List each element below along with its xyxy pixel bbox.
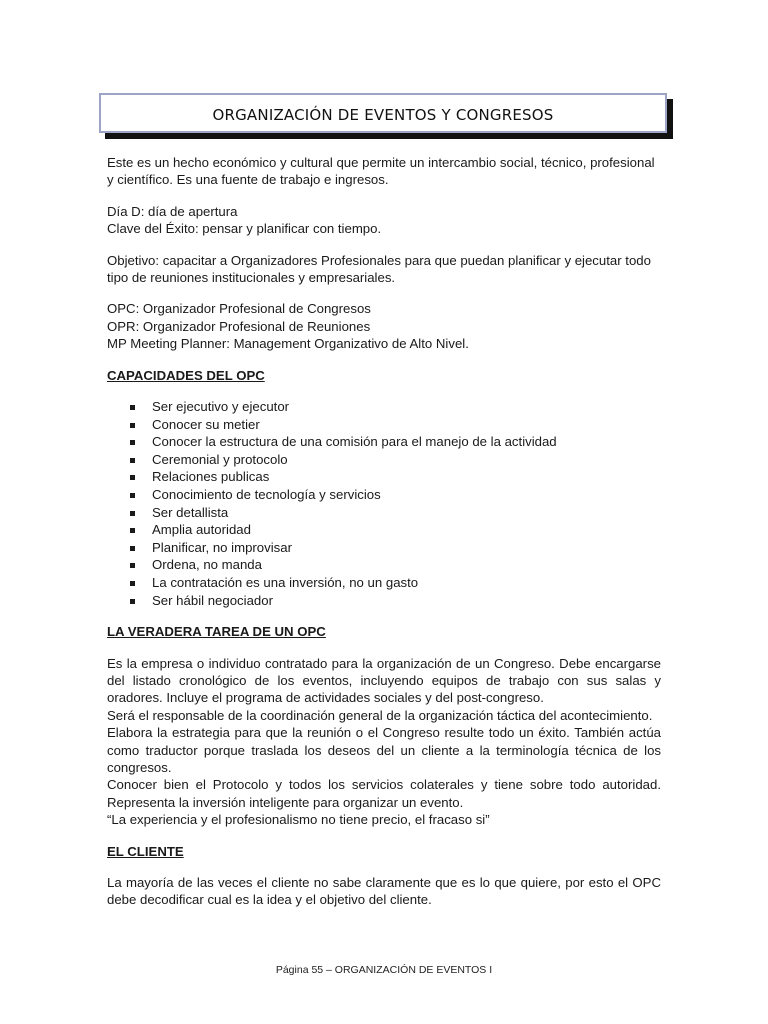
- bullet-icon: [130, 581, 135, 586]
- list-item: Ordena, no manda: [125, 556, 661, 574]
- tarea-paragraph-1: Es la empresa o individuo contratado para la organización de un Congreso. Debe encargarse del listado cronológico de los eventos, incluyendo equipos de trabajo con sus salas y oradores. Incluye el programa de actividades sociales y del post-congreso.: [107, 655, 661, 706]
- bullet-icon: [130, 475, 135, 480]
- list-item: Planificar, no improvisar: [125, 539, 661, 557]
- tarea-paragraph-4: Conocer bien el Protocolo y todos los servicios colaterales y tiene sobre todo autoridad. Representa la inversión inteligente para organizar un evento.: [107, 777, 661, 810]
- list-item: Ceremonial y protocolo: [125, 451, 661, 469]
- section-heading-capacidades: CAPACIDADES DEL OPC: [107, 367, 265, 383]
- capacidades-list: [107, 398, 661, 609]
- list-item: Conocimiento de tecnología y servicios: [125, 486, 661, 504]
- bullet-icon: [130, 528, 135, 533]
- bullet-icon: [130, 546, 135, 551]
- clave-line: Clave del Éxito: pensar y planificar con tiempo.: [107, 221, 382, 237]
- tarea-quote: “La experiencia y el profesionalismo no tiene precio, el fracaso si”: [107, 812, 490, 828]
- bullet-icon: [130, 405, 135, 410]
- cliente-paragraph: La mayoría de las veces el cliente no sabe claramente que es lo que quiere, por esto el OPC debe decodificar cual es la idea y el objetivo del cliente.: [107, 875, 661, 908]
- bullet-icon: [130, 440, 135, 445]
- list-item: Ser detallista: [125, 504, 661, 522]
- bullet-icon: [130, 599, 135, 604]
- list-item: Relaciones publicas: [125, 468, 661, 486]
- objetivo-paragraph: Objetivo: capacitar a Organizadores Profesionales para que puedan planificar y ejecutar todo tipo de reuniones institucionales y empresariales.: [107, 252, 651, 286]
- definition-mp: MP Meeting Planner: Management Organizativo de Alto Nivel.: [107, 336, 469, 352]
- list-item: Ser hábil negociador: [125, 592, 661, 610]
- bullet-icon: [130, 563, 135, 568]
- definition-opc: OPC: Organizador Profesional de Congresos: [107, 301, 371, 317]
- tarea-paragraph-2: Será el responsable de la coordinación general de la organización táctica del acontecimiento.: [107, 707, 653, 723]
- list-item: La contratación es una inversión, no un gasto: [125, 574, 661, 592]
- bullet-icon: [130, 458, 135, 463]
- definition-opr: OPR: Organizador Profesional de Reuniones: [107, 318, 371, 334]
- tarea-paragraph-3: Elabora la estrategia para que la reunión o el Congreso resulte todo un éxito. También actúa como traductor porque traslada los deseos del un cliente a la terminología técnica de los congresos.: [107, 725, 661, 776]
- list-item: Amplia autoridad: [125, 521, 661, 539]
- list-item: Conocer su metier: [125, 416, 661, 434]
- list-item: Ser ejecutivo y ejecutor: [125, 398, 661, 416]
- bullet-icon: [130, 423, 135, 428]
- page-footer: Página 55 – ORGANIZACIÓN DE EVENTOS I: [275, 964, 493, 976]
- bullet-icon: [130, 493, 135, 498]
- section-heading-cliente: EL CLIENTE: [107, 843, 184, 859]
- title-box: [99, 93, 667, 133]
- section-heading-tarea: LA VERADERA TAREA DE UN OPC: [107, 624, 326, 640]
- page-title: ORGANIZACIÓN DE EVENTOS Y CONGRESOS: [212, 106, 554, 124]
- dia-d-line: Día D: día de apertura: [107, 203, 238, 219]
- bullet-icon: [130, 511, 135, 516]
- list-item: Conocer la estructura de una comisión para el manejo de la actividad: [125, 433, 661, 451]
- document-body: [107, 154, 661, 909]
- intro-paragraph: Este es un hecho económico y cultural que permite un intercambio social, técnico, profesional y científico. Es una fuente de trabajo e ingresos.: [107, 155, 655, 188]
